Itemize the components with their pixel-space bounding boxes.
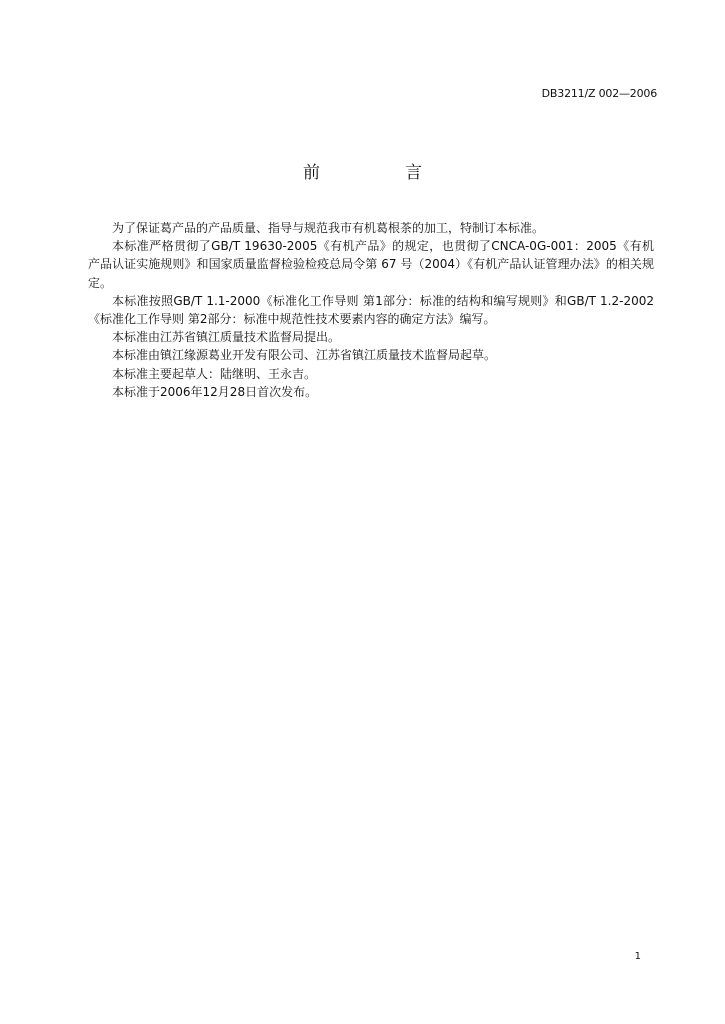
paragraph-proposer: 本标准由江苏省镇江质量技术监督局提出。 [112, 330, 341, 345]
page-title: 前 言 [303, 163, 456, 183]
document-code: DB3211/Z 002—2006 [541, 87, 657, 100]
paragraph-release-date: 本标准于2006年12月28日首次发布。 [112, 384, 318, 399]
paragraph-drafting-rules: 本标准按照GB/T 1.1-2000《标准化工作导则 第1部分：标准的结构和编写规则》和GB/T 1.2-2002《标准化工作导则 第2部分：标准中规范性技术要素内容的确定方法》编写。 [88, 293, 654, 327]
paragraph-references: 本标准严格贯彻了GB/T 19630-2005《有机产品》的规定，也贯彻了CNCA-0G-001：2005《有机产品认证实施规则》和国家质量监督检验检疫总局令第 67 号（2004）《有机产品认证管理办法》的相关规定。 [88, 239, 654, 290]
foreword-body [88, 219, 654, 401]
paragraph-drafters: 本标准主要起草人：陆继明、王永吉。 [112, 366, 317, 381]
paragraph-drafting-units: 本标准由镇江缘源葛业开发有限公司、江苏省镇江质量技术监督局起草。 [112, 348, 497, 363]
page-number: 1 [634, 951, 641, 962]
paragraph-purpose: 为了保证葛产品的产品质量、指导与规范我市有机葛根茶的加工，特制订本标准。 [112, 221, 545, 235]
